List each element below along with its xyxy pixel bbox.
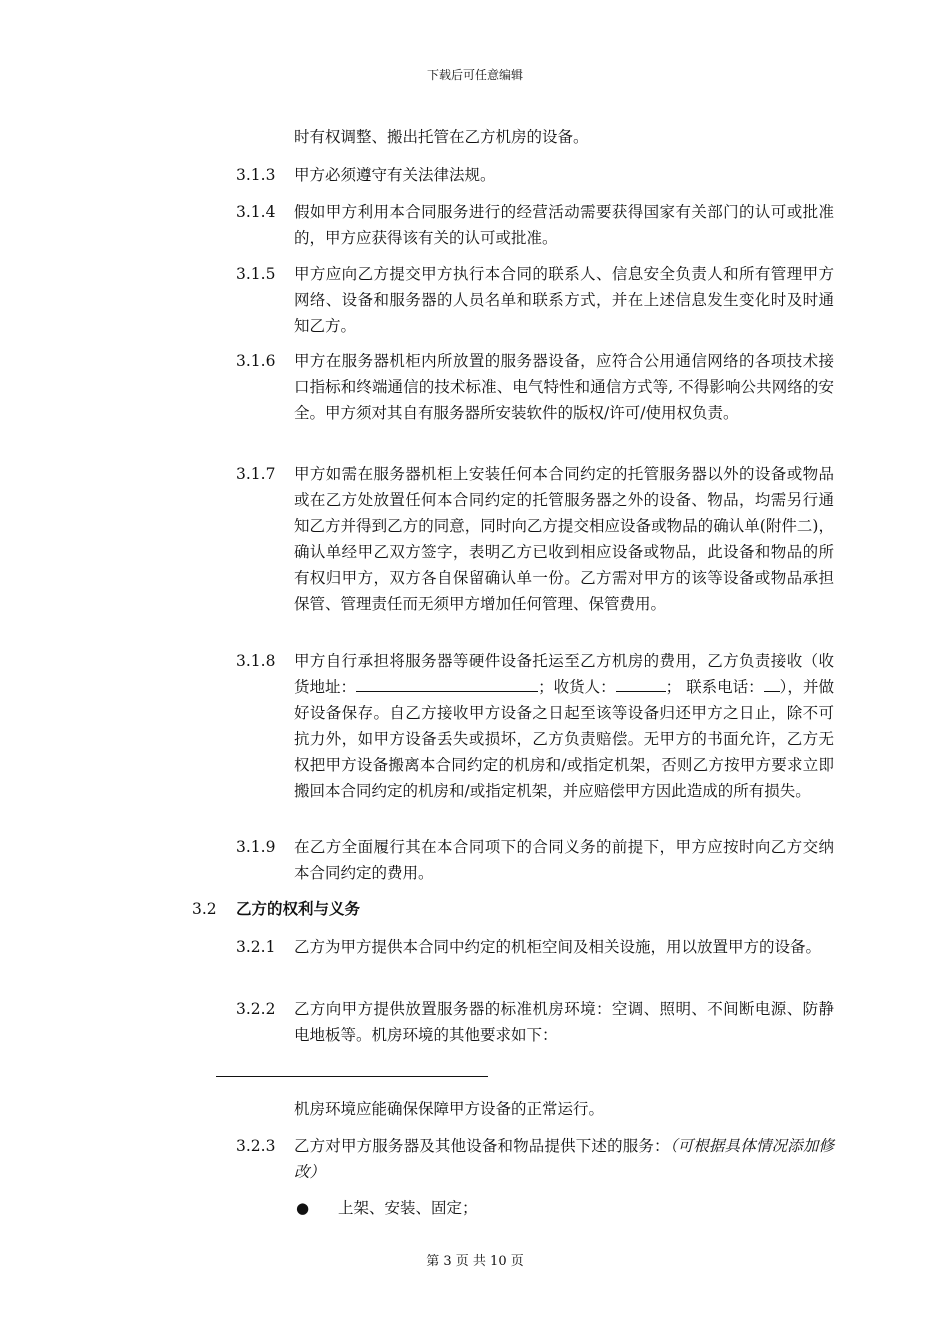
clause-number: 3.1.8 [236,652,276,670]
receiver-blank [616,675,666,692]
clause-text-part: 甲方自行承担将服务器等硬件设备托运至乙方机房的费用，乙方负责接收（收货地址： [294,652,834,696]
clause-text: 在乙方全面履行其在本合同项下的合同义务的前提下，甲方应按时向乙方交纳本合同约定的费用。 [294,838,834,882]
phone-blank [764,675,780,692]
clause-number: 3.1.7 [236,465,276,483]
clause-text: 乙方向甲方提供放置服务器的标准机房环境：空调、照明、不间断电源、防静电地板等。机房环境的其他要求如下： [294,1000,834,1044]
clause-number: 3.1.9 [236,838,276,856]
address-blank [356,675,538,692]
page-footer: 第 3 页 共 10 页 [426,1254,524,1269]
clause-number: 3.2.2 [236,1000,276,1018]
page-header: 下载后可任意编辑 [426,68,523,82]
clause-text [294,1133,834,1185]
clause-number: 3.1.5 [236,265,276,283]
clause-text [294,648,834,804]
continuation-paragraph: 时有权调整、搬出托管在乙方机房的设备。 [294,128,589,146]
clause-text: 甲方在服务器机柜内所放置的服务器设备，应符合公用通信网络的各项技术接口指标和终端通信的技术标准、电气特性和通信方式等, 不得影响公共网络的安全。甲方须对其自有服务器所安装软件的版权/许可/使用权负责。 [294,352,834,422]
section-title: 乙方的权利与义务 [236,899,361,918]
blank-fill-line [216,1076,488,1077]
section-number: 3.2 [192,900,217,918]
bullet-item: 上架、安装、固定； [338,1199,478,1217]
clause-text-part: 乙方对甲方服务器及其他设备和物品提供下述的服务： [294,1137,670,1155]
clause-text: 甲方如需在服务器机柜上安装任何本合同约定的托管服务器以外的设备或物品或在乙方处放置任何本合同约定的托管服务器之外的设备、物品，均需另行通知乙方并得到乙方的同意，同时向乙方提交相应设备或物品的确认单(附件二)，确认单经甲乙双方签字，表明乙方已收到相应设备或物品，此设备和物品的所有权归甲方，双方各自保留确认单一份。乙方需对甲方的该等设备或物品承担保管、管理责任而无须甲方增加任何管理、保管费用。 [294,465,834,613]
clause-text: 假如甲方利用本合同服务进行的经营活动需要获得国家有关部门的认可或批准的，甲方应获得该有关的认可或批准。 [294,203,834,247]
clause-number: 3.2.3 [236,1137,276,1155]
clause-text: 甲方应向乙方提交甲方执行本合同的联系人、信息安全负责人和所有管理甲方网络、设备和服务器的人员名单和联系方式，并在上述信息发生变化时及时通知乙方。 [294,265,834,335]
clause-text: 甲方必须遵守有关法律法规。 [294,166,496,184]
clause-note: （可根据具体情况添加修改） [294,1137,834,1181]
clause-text-part: ），并做好设备保存。自乙方接收甲方设备之日起至该等设备归还甲方之日止，除不可抗力外，如甲方设备丢失或损坏，乙方负责赔偿。无甲方的书面允许，乙方无权把甲方设备搬离本合同约定的机房和/或指定机架，否则乙方按甲方要求立即搬回本合同约定的机房和/或指定机架，并应赔偿甲方因此造成的所有损失。 [294,678,834,800]
clause-number: 3.1.6 [236,352,276,370]
environment-note: 机房环境应能确保保障甲方设备的正常运行。 [294,1100,605,1118]
clause-number: 3.2.1 [236,938,276,956]
clause-number: 3.1.3 [236,166,276,184]
clause-text: 乙方为甲方提供本合同中约定的机柜空间及相关设施，用以放置甲方的设备。 [294,938,822,956]
clause-number: 3.1.4 [236,203,276,221]
clause-text-part: ；收货人： [538,678,616,696]
bullet-icon: ● [296,1199,310,1217]
clause-text-part: ； 联系电话： [665,678,764,696]
